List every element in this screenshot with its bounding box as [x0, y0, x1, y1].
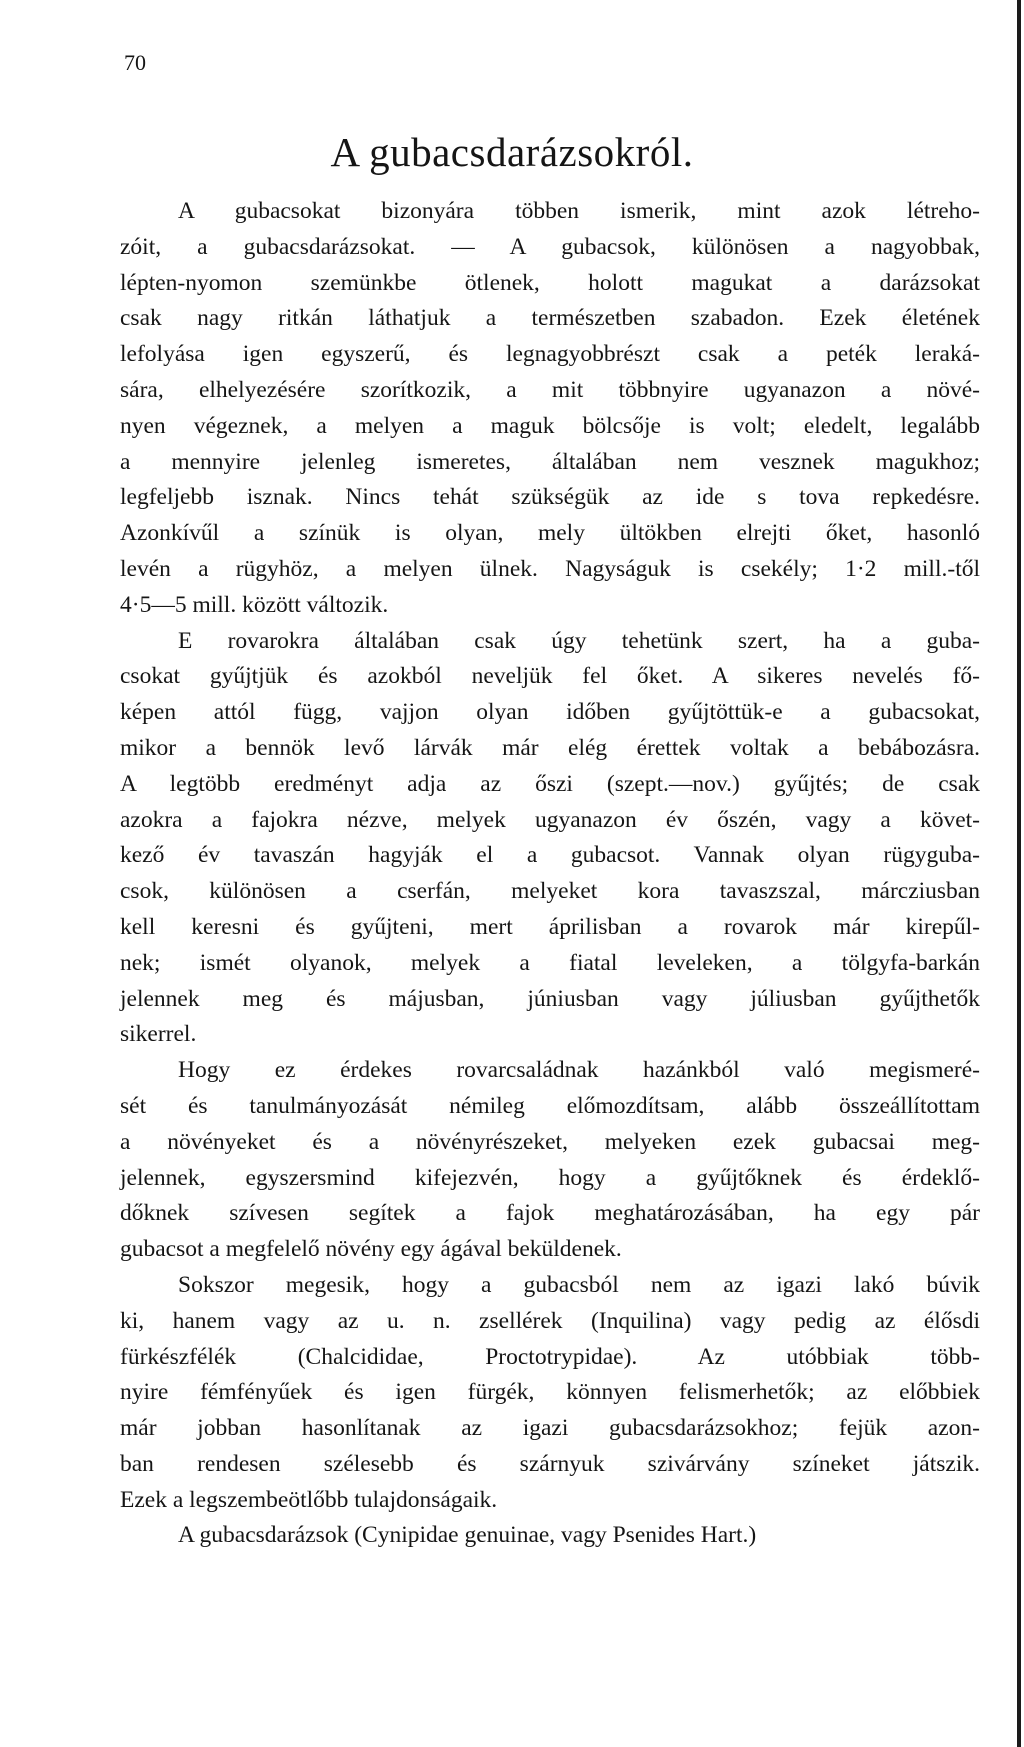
text-line: sikerrel.: [120, 1021, 197, 1048]
page-title: A gubacsdarázsokról.: [330, 129, 694, 175]
text-line: dőknek szívesen segítek a fajok meghatározásában, ha egy pár: [120, 1200, 980, 1227]
page-edge-border: [1017, 0, 1021, 1747]
paragraph: [120, 624, 980, 1054]
text-line: A gubacsdarázsok (Cynipidae genuinae, vagy Psenides Hart.): [178, 1522, 757, 1549]
text-line: Sokszor megesik, hogy a gubacsból nem az igazi lakó búvik: [178, 1271, 980, 1298]
text-line: zóit, a gubacsdarázsokat. — A gubacsok, különösen a nagyobbak,: [120, 233, 980, 260]
text-line: képen attól függ, vajjon olyan időben gyűjtöttük-e a gubacsokat,: [120, 699, 980, 726]
text-line: azokra a fajokra nézve, melyek ugyanazon év őszén, vagy a követ-: [120, 806, 980, 833]
body-text: [120, 194, 980, 1554]
text-line: csok, különösen a cserfán, melyeket kora tavaszszal, márcziusban: [120, 878, 980, 905]
text-line: A legtöbb eredményt adja az őszi (szept.—nov.) gyűjtés; de csak: [120, 770, 980, 797]
text-line: jelennek meg és májusban, júniusban vagy júliusban gyűjthetők: [120, 985, 980, 1012]
text-line: ki, hanem vagy az u. n. zsellérek (Inquilina) vagy pedig az élősdi: [120, 1307, 980, 1334]
text-line: ban rendesen szélesebb és szárnyuk szivárvány színeket játszik.: [120, 1450, 980, 1477]
text-line: kező év tavaszán hagyják el a gubacsot. Vannak olyan rügyguba-: [120, 842, 980, 869]
text-line: A gubacsokat bizonyára többen ismerik, mint azok létreho-: [178, 198, 980, 224]
text-line: jelennek, egyszersmind kifejezvén, hogy a gyűjtőknek és érdeklő-: [120, 1164, 980, 1191]
text-line: nyen végeznek, a melyen a maguk bölcsője is volt; eledelt, legalább: [120, 412, 980, 439]
page-number: 70: [124, 50, 146, 75]
paragraph: [120, 1053, 980, 1268]
text-line: csak nagy ritkán láthatjuk a természetben szabadon. Ezek életének: [120, 305, 980, 332]
text-line: gubacsot a megfelelő növény egy ágával beküldenek.: [120, 1236, 622, 1263]
text-line: lefolyása igen egyszerű, és legnagyobbrészt csak a peték leraká-: [120, 341, 980, 368]
text-line: 4·5—5 mill. között változik.: [120, 591, 389, 618]
text-line: Azonkívűl a színük is olyan, mely ültökben elrejti őket, hasonló: [120, 520, 980, 547]
text-line: Hogy ez érdekes rovarcsaládnak hazánkból való megismeré-: [178, 1057, 980, 1084]
text-line: sára, elhelyezésére szorítkozik, a mit többnyire ugyanazon a növé-: [120, 376, 980, 403]
paragraph: [120, 194, 980, 624]
text-line: a mennyire jelenleg ismeretes, általában nem vesznek magukhoz;: [120, 448, 980, 475]
paragraph: [120, 1268, 980, 1519]
text-line: fürkészfélék (Chalcididae, Proctotrypidae). Az utóbbiak több-: [120, 1343, 980, 1370]
text-line: legfeljebb isznak. Nincs tehát szükségük az ide s tova repkedésre.: [120, 484, 980, 511]
text-line: nek; ismét olyanok, melyek a fiatal leveleken, a tölgyfa-barkán: [120, 949, 980, 976]
text-line: csokat gyűjtjük és azokból neveljük fel őket. A sikeres nevelés fő-: [120, 663, 980, 690]
text-line: a növényeket és a növényrészeket, melyeken ezek gubacsai meg-: [120, 1128, 980, 1155]
text-line: Ezek a legszembeötlőbb tulajdonságaik.: [120, 1486, 498, 1513]
text-line: mikor a bennök levő lárvák már elég érettek voltak a bebábozásra.: [120, 734, 980, 761]
text-line: sét és tanulmányozását némileg előmozdítsam, alább összeállítottam: [120, 1092, 980, 1119]
text-line: E rovarokra általában csak úgy tehetünk szert, ha a guba-: [178, 627, 980, 654]
text-line: levén a rügyhöz, a melyen ülnek. Nagyságuk is csekély; 1·2 mill.-től: [120, 555, 980, 582]
paragraph: [120, 1518, 980, 1554]
text-line: kell keresni és gyűjteni, mert áprilisban a rovarok már kirepűl-: [120, 913, 980, 940]
text-line: már jobban hasonlítanak az igazi gubacsdarázsokhoz; fejük azon-: [120, 1415, 980, 1442]
text-line: lépten-nyomon szemünkbe ötlenek, holott magukat a darázsokat: [120, 269, 980, 296]
text-line: nyire fémfényűek és igen fürgék, könnyen felismerhetők; az előbbiek: [120, 1379, 980, 1406]
